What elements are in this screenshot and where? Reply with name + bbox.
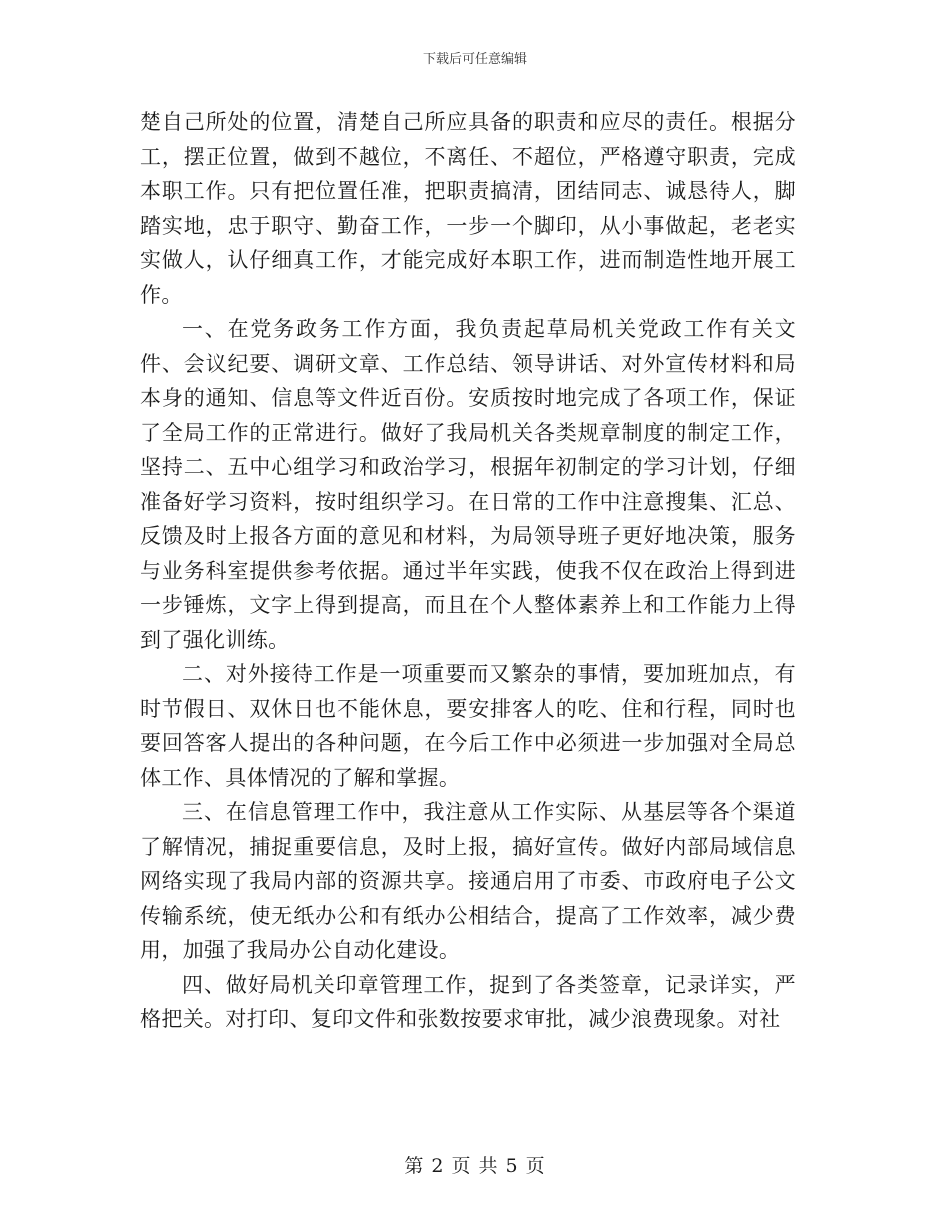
paragraph-continuation: 楚自己所处的位置，清楚自己所应具备的职责和应尽的责任。根据分工，摆正位置，做到不越位，不离任、不超位，严格遵守职责，完成本职工作。只有把位置任准，把职责搞清，团结同志、诚恳待人，脚踏实地，忠于职守、勤奋工作，一步一个脚印，从小事做起，老老实实做人，认仔细真工作，才能完成好本职工作，进而制造性地开展工作。 xyxy=(140,110,796,307)
paragraph-party-affairs: 一、在党务政务工作方面，我负责起草局机关党政工作有关文件、会议纪要、调研文章、工作总结、领导讲话、对外宣传材料和局本身的通知、信息等文件近百份。安质按时地完成了各项工作，保证了全局工作的正常进行。做好了我局机关各类规章制度的制定工作，坚持二、五中心组学习和政治学习，根据年初制定的学习计划，仔细准备好学习资料，按时组织学习。在日常的工作中注意搜集、汇总、反馈及时上报各方面的意见和材料，为局领导班子更好地决策，服务与业务科室提供参考依据。通过半年实践，使我不仅在政治上得到进一步锤炼，文字上得到提高，而且在个人整体素养上和工作能力上得到了强化训练。 xyxy=(140,317,796,652)
document-body xyxy=(140,105,796,1037)
page-number: 第 2 页 共 5 页 xyxy=(404,1155,546,1177)
paragraph-seal-management: 四、做好局机关印章管理工作，捉到了各类签章，记录详实，严格把关。对打印、复印文件和张数按要求审批，减少浪费现象。对社 xyxy=(140,972,796,1031)
paragraph-information: 三、在信息管理工作中，我注意从工作实际、从基层等各个渠道了解情况，捕捉重要信息，及时上报，搞好宣传。做好内部局域信息网络实现了我局内部的资源共享。接通启用了市委、市政府电子公文传输系统，使无纸办公和有纸办公相结合，提高了工作效率，减少费用，加强了我局办公自动化建设。 xyxy=(140,800,796,962)
paragraph-reception: 二、对外接待工作是一项重要而又繁杂的事情，要加班加点，有时节假日、双休日也不能休息，要安排客人的吃、住和行程，同时也要回答客人提出的各种问题，在今后工作中必须进一步加强对全局总体工作、具体情况的了解和掌握。 xyxy=(140,662,796,790)
page-header-note: 下载后可任意编辑 xyxy=(422,52,527,67)
